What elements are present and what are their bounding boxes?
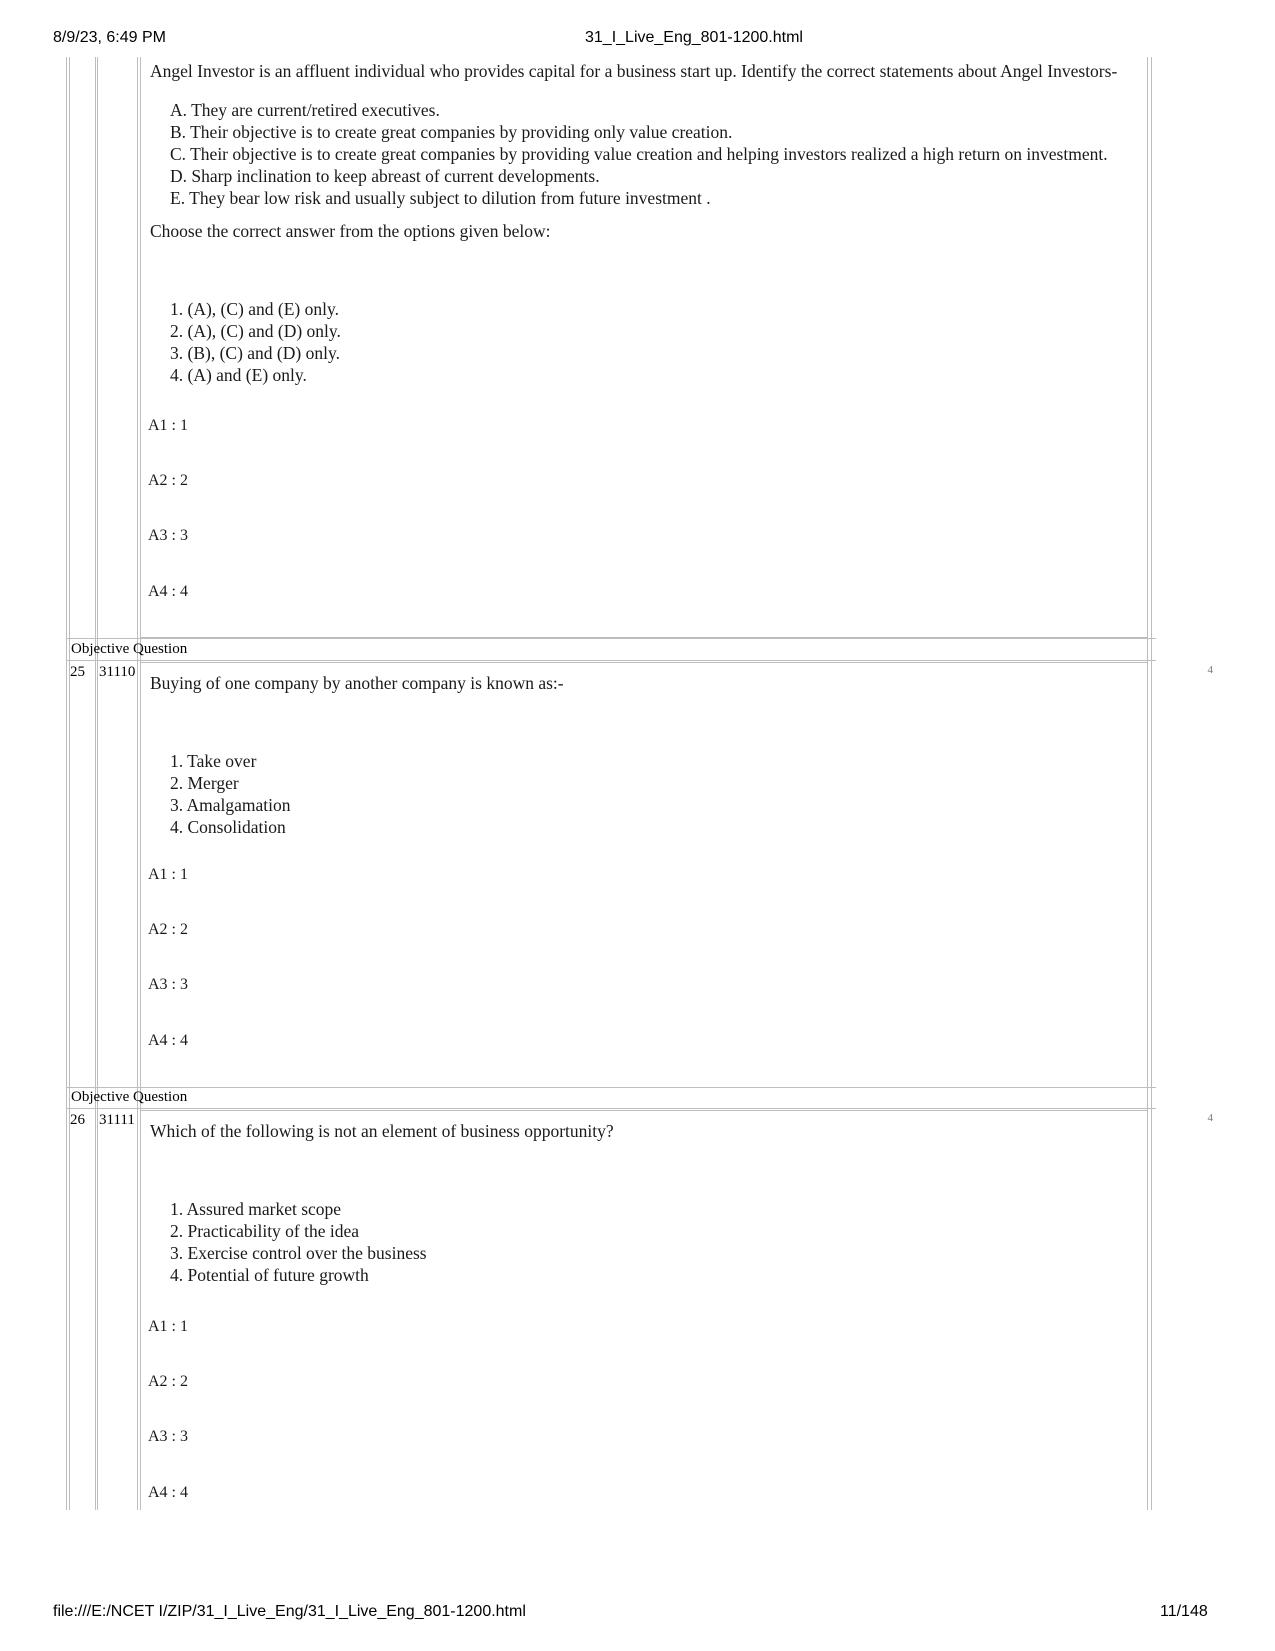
table-left-border	[66, 57, 67, 1510]
row-separator	[66, 1087, 1156, 1088]
answer-3: A3 : 3	[148, 976, 188, 993]
file-path: file:///E:/NCET I/ZIP/31_I_Live_Eng/31_I_Live_Eng_801-1200.html	[53, 1603, 526, 1620]
answer-3: A3 : 3	[148, 527, 188, 544]
marks-column-edge: 4	[1207, 664, 1213, 676]
row-separator	[66, 660, 1156, 661]
table-left-border-inner	[69, 57, 70, 1510]
question-26-content	[140, 1110, 1148, 1511]
option-4: 4. (A) and (E) only.	[170, 365, 307, 385]
question-id: 31111	[99, 1112, 135, 1128]
serial-column-divider-inner	[97, 57, 98, 1510]
answer-1: A1 : 1	[148, 866, 188, 883]
option-3: 3. (B), (C) and (D) only.	[170, 343, 340, 363]
option-2: 2. Merger	[170, 773, 239, 793]
option-1: 1. Take over	[170, 751, 257, 771]
option-1: 1. (A), (C) and (E) only.	[170, 299, 339, 319]
marks-column-edge: 4	[1207, 1112, 1213, 1124]
section-label: Objective Question	[71, 1089, 188, 1105]
table-right-border-outer	[1151, 57, 1152, 1510]
serial-column-divider	[95, 57, 96, 1510]
question-serial: 25	[70, 664, 85, 680]
row-separator	[66, 638, 1156, 639]
row-separator	[66, 1108, 1156, 1109]
option-3: 3. Exercise control over the business	[170, 1243, 427, 1263]
statement-e: E. They bear low risk and usually subject to dilution from future investment .	[170, 188, 711, 208]
option-list	[170, 750, 291, 838]
answer-1: A1 : 1	[148, 417, 188, 434]
answer-1: A1 : 1	[148, 1318, 188, 1335]
statement-b: B. Their objective is to create great companies by providing only value creation.	[170, 122, 733, 142]
option-list	[170, 1198, 427, 1286]
option-list	[170, 298, 341, 386]
question-24-content	[140, 57, 1148, 638]
question-text: Which of the following is not an element of business opportunity?	[150, 1121, 614, 1141]
answer-2: A2 : 2	[148, 921, 188, 938]
answer-4: A4 : 4	[148, 1032, 188, 1049]
section-label: Objective Question	[71, 641, 188, 657]
question-text: Angel Investor is an affluent individual who provides capital for a business start up. Identify the correct statements about Angel Investors-	[150, 61, 1118, 81]
option-4: 4. Potential of future growth	[170, 1265, 369, 1285]
id-column-divider	[137, 57, 138, 1510]
statement-list	[170, 99, 1108, 209]
page-number: 11/148	[1160, 1603, 1208, 1620]
question-id: 31110	[99, 664, 136, 680]
option-3: 3. Amalgamation	[170, 795, 291, 815]
answer-3: A3 : 3	[148, 1428, 188, 1445]
answer-4: A4 : 4	[148, 1484, 188, 1501]
option-2: 2. (A), (C) and (D) only.	[170, 321, 341, 341]
statement-d: D. Sharp inclination to keep abreast of current developments.	[170, 166, 600, 186]
print-datetime: 8/9/23, 6:49 PM	[53, 29, 166, 46]
question-25-content	[140, 662, 1148, 1088]
question-serial: 26	[70, 1112, 85, 1128]
answer-2: A2 : 2	[148, 472, 188, 489]
statement-c: C. Their objective is to create great companies by providing value creation and helping investors realized a high return on investment.	[170, 144, 1108, 164]
option-4: 4. Consolidation	[170, 817, 286, 837]
answer-2: A2 : 2	[148, 1373, 188, 1390]
document-title: 31_I_Live_Eng_801-1200.html	[585, 29, 803, 46]
option-2: 2. Practicability of the idea	[170, 1221, 360, 1241]
answer-4: A4 : 4	[148, 583, 188, 600]
statement-a: A. They are current/retired executives.	[170, 100, 440, 120]
option-1: 1. Assured market scope	[170, 1199, 342, 1219]
question-text: Buying of one company by another company is known as:-	[150, 673, 564, 693]
instruction-text: Choose the correct answer from the options given below:	[150, 221, 551, 241]
